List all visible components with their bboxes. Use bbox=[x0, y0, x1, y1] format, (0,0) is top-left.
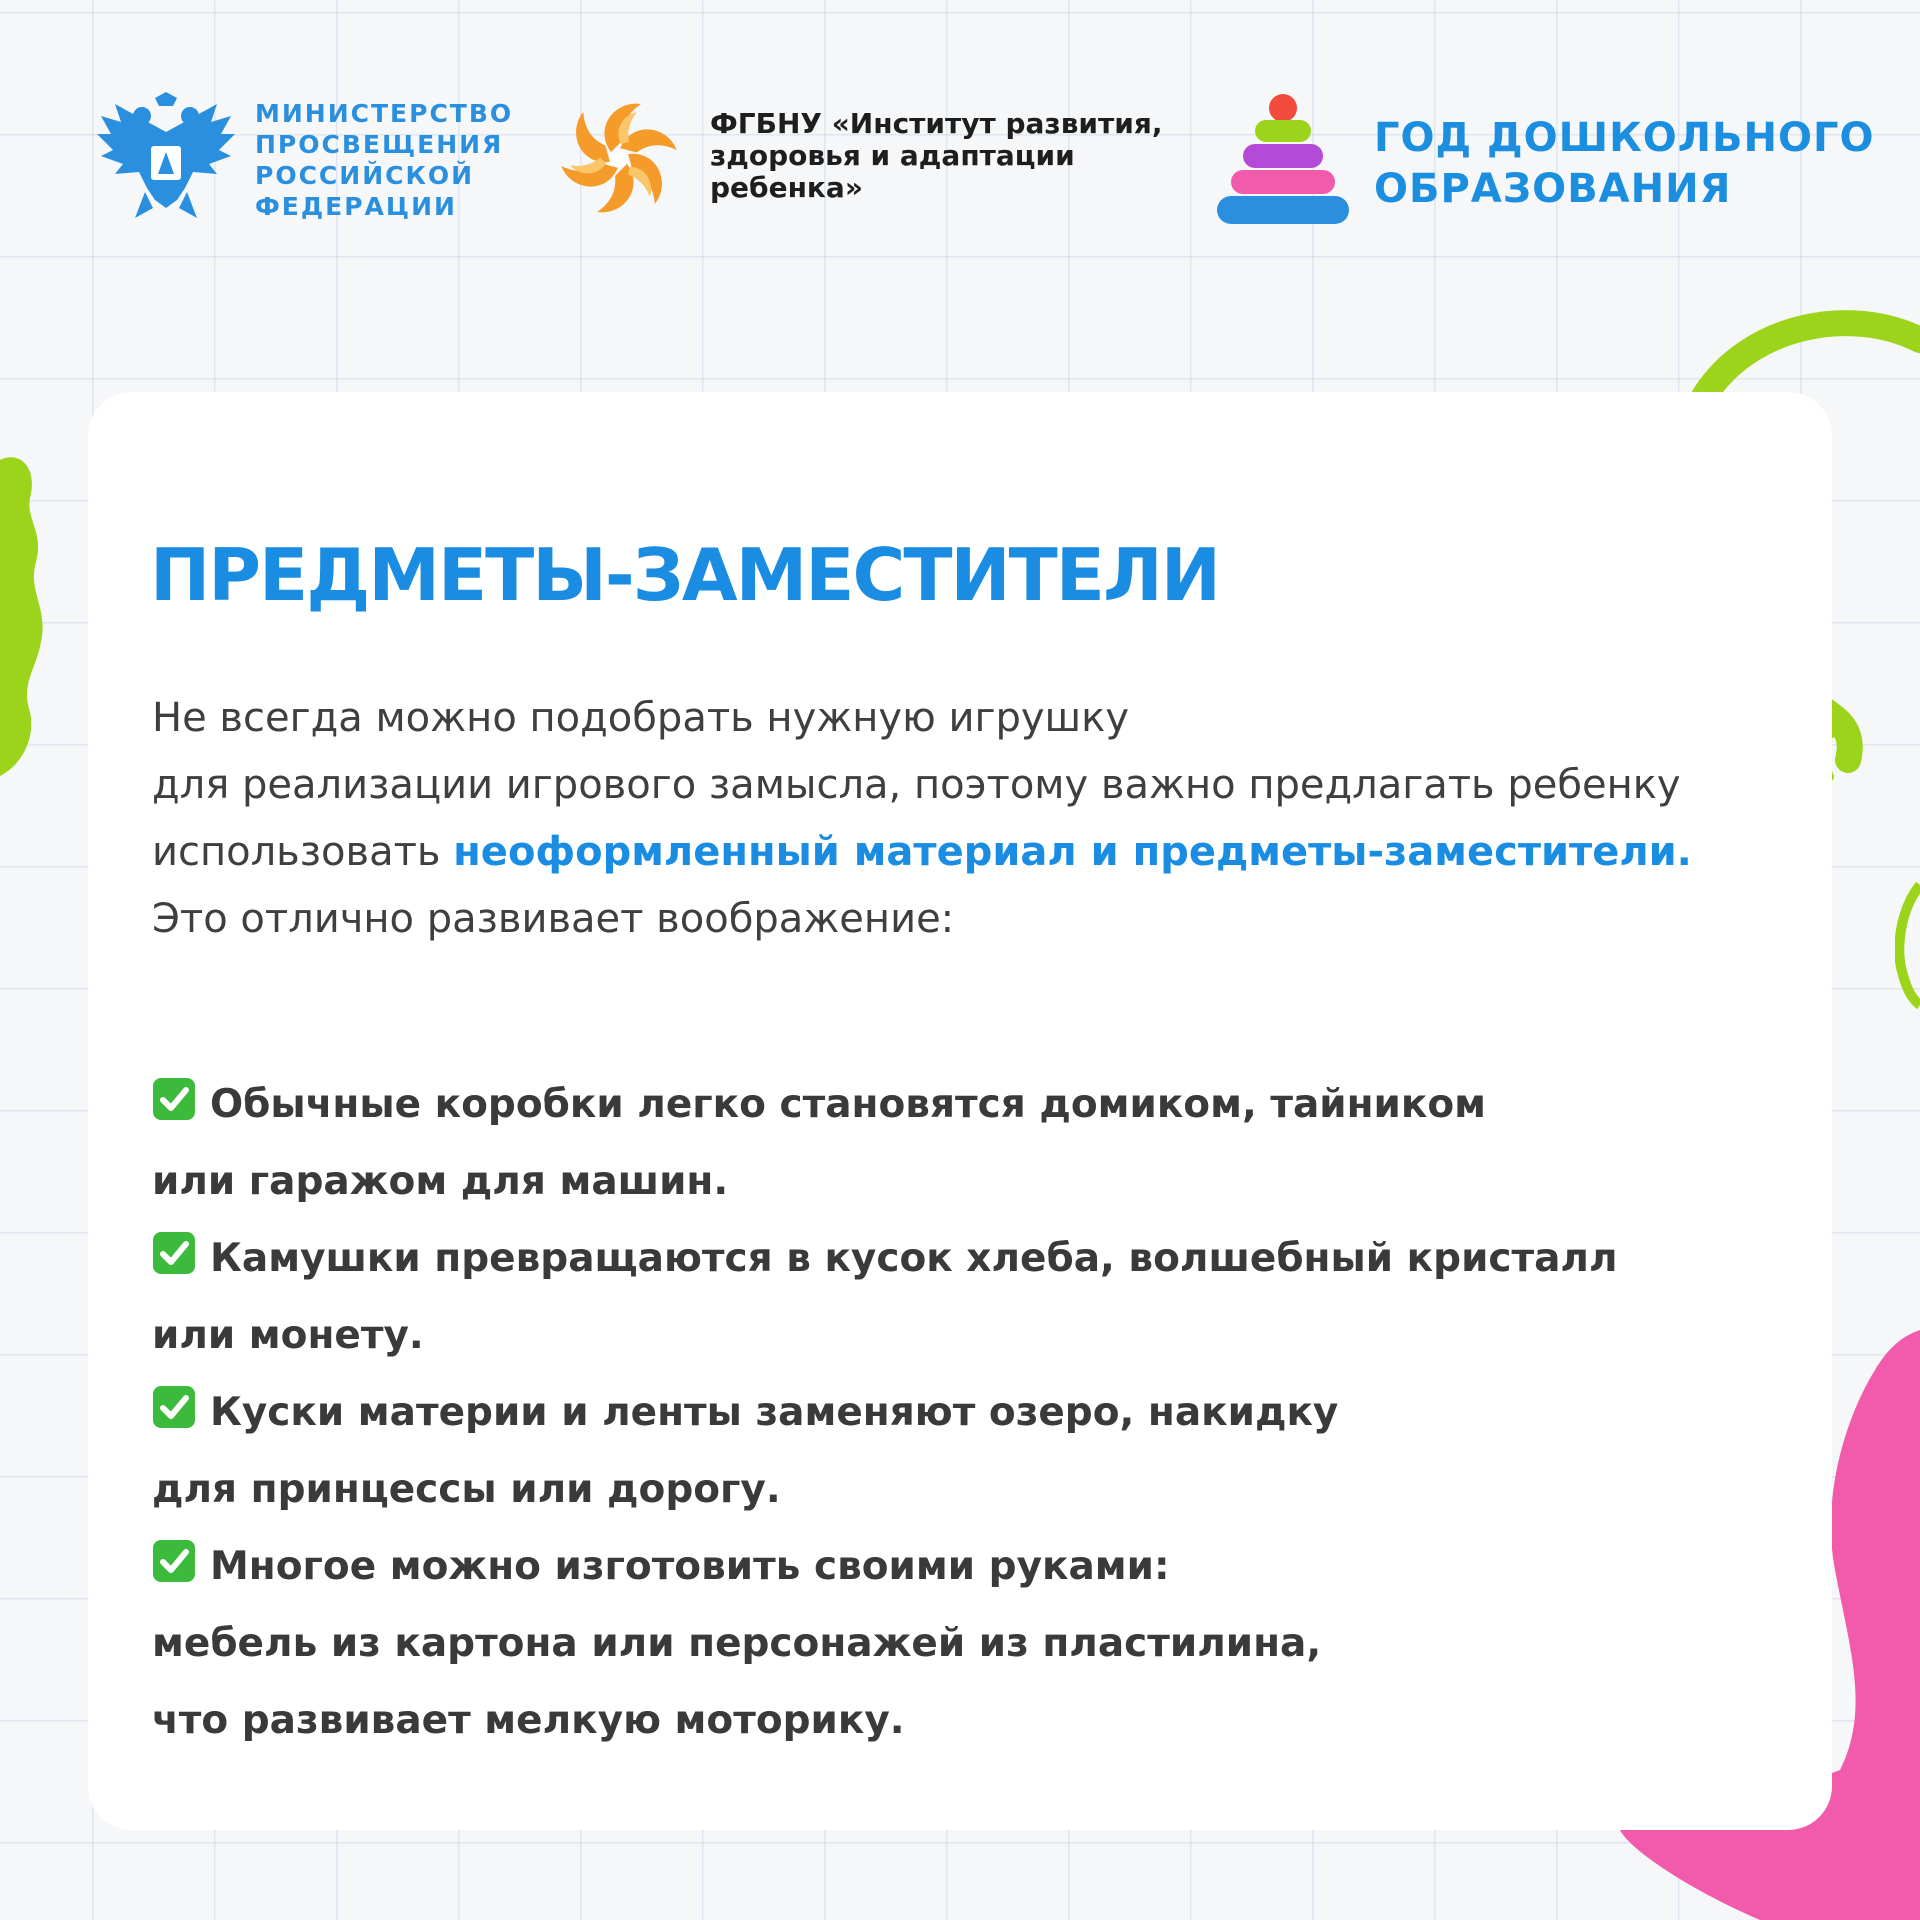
examples-list bbox=[152, 1066, 1752, 1759]
list-item bbox=[152, 1220, 1752, 1374]
double-headed-eagle-emblem-icon bbox=[95, 92, 237, 224]
list-item bbox=[152, 1528, 1752, 1759]
institute-line-2: здоровья и адаптации bbox=[710, 139, 1075, 172]
intro-line-3: Это отлично развивает воображение: bbox=[152, 896, 955, 942]
year-line-2: ОБРАЗОВАНИЯ bbox=[1374, 166, 1732, 212]
list-item-line-1: Многое можно изготовить своими руками: bbox=[210, 1544, 1170, 1589]
list-item-line-3: что развивает мелкую моторику. bbox=[152, 1698, 905, 1743]
institute-name bbox=[710, 108, 1200, 204]
check-mark-icon bbox=[152, 1077, 196, 1121]
stacking-rings-pyramid-logo-icon bbox=[1215, 92, 1351, 226]
list-item-line-1: Обычные коробки легко становятся домиком, тайником bbox=[210, 1082, 1487, 1127]
list-item bbox=[152, 1374, 1752, 1528]
orange-swirl-flower-logo-icon bbox=[556, 92, 682, 224]
list-item-line-2: или монету. bbox=[152, 1313, 424, 1358]
ministry-line-1: МИНИСТЕРСТВО bbox=[255, 99, 514, 128]
green-blob-left bbox=[0, 450, 60, 780]
intro-line-2: для реализации игрового замысла, поэтому важно предлагать ребенку использовать bbox=[152, 762, 1681, 875]
list-item-line-2: или гаражом для машин. bbox=[152, 1159, 729, 1204]
year-of-preschool-title bbox=[1374, 113, 1874, 215]
ministry-line-4: ФЕДЕРАЦИИ bbox=[255, 192, 457, 221]
institute-line-3: ребенка» bbox=[710, 171, 863, 204]
header bbox=[0, 0, 1920, 260]
ministry-name bbox=[255, 98, 513, 222]
green-arc-right bbox=[1895, 880, 1920, 1010]
intro-line-1: Не всегда можно подобрать нужную игрушку bbox=[152, 695, 1129, 741]
check-mark-icon bbox=[152, 1231, 196, 1275]
list-item-line-2: для принцессы или дорогу. bbox=[152, 1467, 781, 1512]
list-item bbox=[152, 1066, 1752, 1220]
page-title: ПРЕДМЕТЫ-ЗАМЕСТИТЕЛИ bbox=[150, 533, 1220, 617]
check-mark-icon bbox=[152, 1539, 196, 1583]
list-item-line-1: Куски материи и ленты заменяют озеро, накидку bbox=[210, 1390, 1339, 1435]
list-item-line-1: Камушки превращаются в кусок хлеба, волшебный кристалл bbox=[210, 1236, 1618, 1281]
list-item-line-2: мебель из картона или персонажей из пластилина, bbox=[152, 1621, 1322, 1666]
institute-line-1: ФГБНУ «Институт развития, bbox=[710, 107, 1163, 140]
check-mark-icon bbox=[152, 1385, 196, 1429]
ministry-line-3: РОССИЙСКОЙ bbox=[255, 161, 475, 190]
intro-paragraph bbox=[152, 685, 1732, 953]
ministry-line-2: ПРОСВЕЩЕНИЯ bbox=[255, 130, 504, 159]
year-line-1: ГОД ДОШКОЛЬНОГО bbox=[1374, 115, 1875, 161]
intro-highlight: неоформленный материал и предметы-заместители. bbox=[453, 829, 1692, 875]
